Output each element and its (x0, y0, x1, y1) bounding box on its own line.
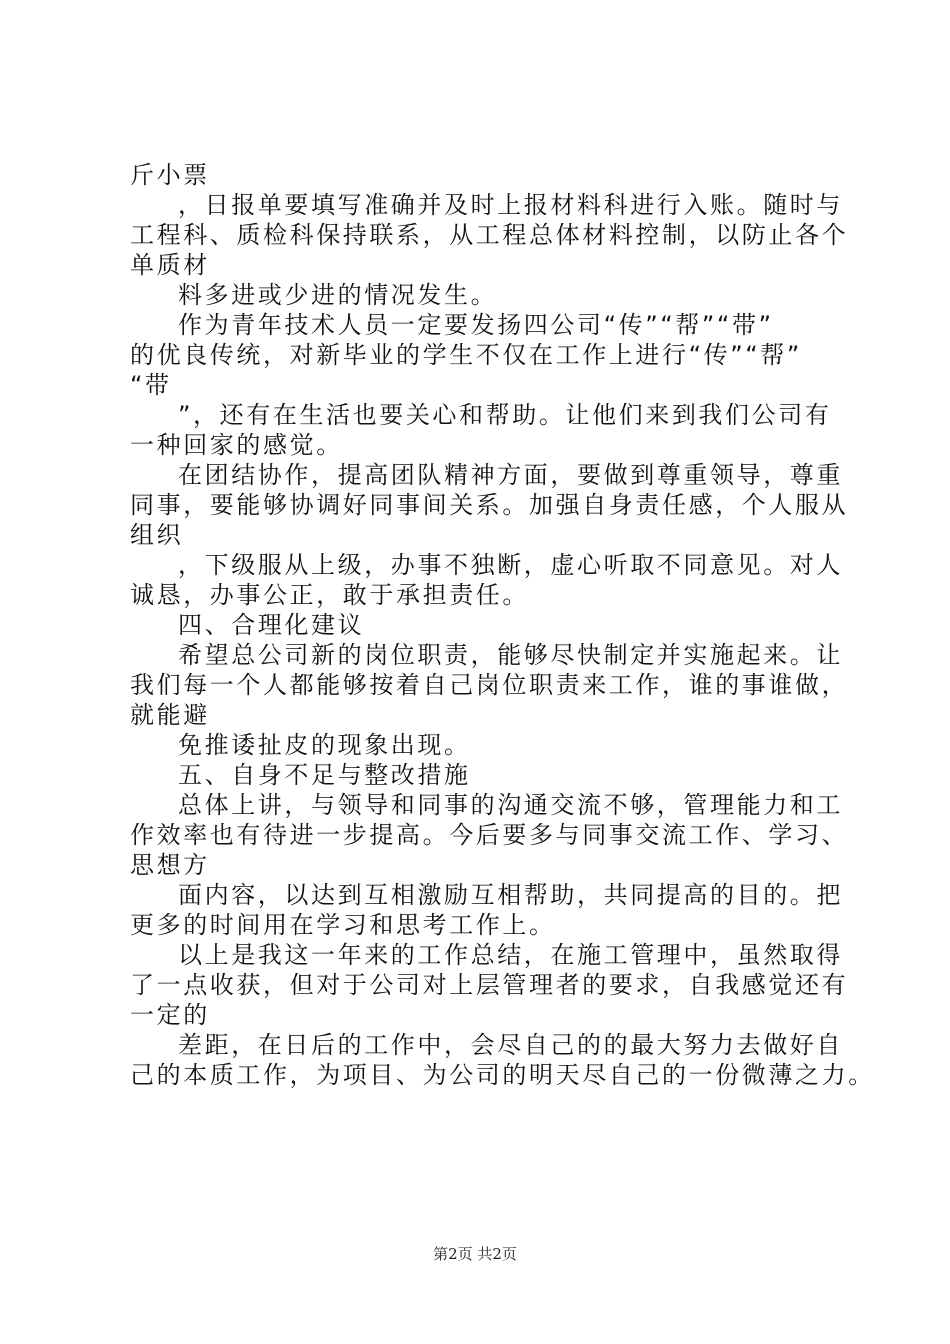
text-line: 我们每一个人都能够按着自己岗位职责来工作，谁的事谁做， (130, 671, 849, 699)
text-line: 面内容，以达到互相激励互相帮助，共同提高的目的。把 (178, 881, 843, 909)
text-line: 了一点收获，但对于公司对上层管理者的要求，自我感觉还有 (130, 971, 849, 999)
text-line: 就能避 (130, 701, 210, 729)
text-line: 单质材 (130, 251, 210, 279)
text-line: 更多的时间用在学习和思考工作上。 (130, 911, 556, 939)
text-line: 斤小票 (130, 161, 210, 189)
text-line: 思想方 (130, 851, 210, 879)
text-line: 免推诿扯皮的现象出现。 (178, 731, 471, 759)
text-line: 以上是我这一年来的工作总结，在施工管理中，虽然取得 (178, 941, 843, 969)
section-heading: 四、合理化建议 (178, 611, 365, 639)
text-line: 希望总公司新的岗位职责，能够尽快制定并实施起来。让 (178, 641, 843, 669)
text-line: ，下级服从上级，办事不独断，虚心听取不同意见。对人 (178, 551, 843, 579)
text-line: 总体上讲，与领导和同事的沟通交流不够，管理能力和工 (178, 791, 843, 819)
text-line: 一定的 (130, 1001, 210, 1029)
text-line: 料多进或少进的情况发生。 (178, 281, 498, 309)
text-line: 作效率也有待进一步提高。今后要多与同事交流工作、学习、 (130, 821, 849, 849)
text-line: ，日报单要填写准确并及时上报材料科进行入账。随时与 (178, 191, 843, 219)
text-line: 在团结协作，提高团队精神方面，要做到尊重领导，尊重 (178, 461, 843, 489)
text-line: 差距，在日后的工作中，会尽自己的的最大努力去做好自 (178, 1031, 843, 1059)
text-line: 作为青年技术人员一定要发扬四公司“传”“帮”“带” (178, 311, 774, 339)
text-line: ”，还有在生活也要关心和帮助。让他们来到我们公司有 (178, 401, 832, 429)
section-heading: 五、自身不足与整改措施 (178, 761, 471, 789)
text-line: 的优良传统，对新毕业的学生不仅在工作上进行“传”“帮” (130, 341, 802, 369)
page-number-footer: 第2页 共2页 (433, 1245, 517, 1263)
text-line: “带 (130, 371, 172, 399)
text-line: 工程科、质检科保持联系，从工程总体材料控制，以防止各个 (130, 221, 849, 249)
text-line: 一种回家的感觉。 (130, 431, 343, 459)
text-line: 诚恳，办事公正，敢于承担责任。 (130, 581, 529, 609)
text-line: 组织 (130, 521, 184, 549)
text-line: 同事，要能够协调好同事间关系。加强自身责任感，个人服从 (130, 491, 849, 519)
text-line: 己的本质工作，为项目、为公司的明天尽自己的一份微薄之力。 (130, 1061, 875, 1089)
